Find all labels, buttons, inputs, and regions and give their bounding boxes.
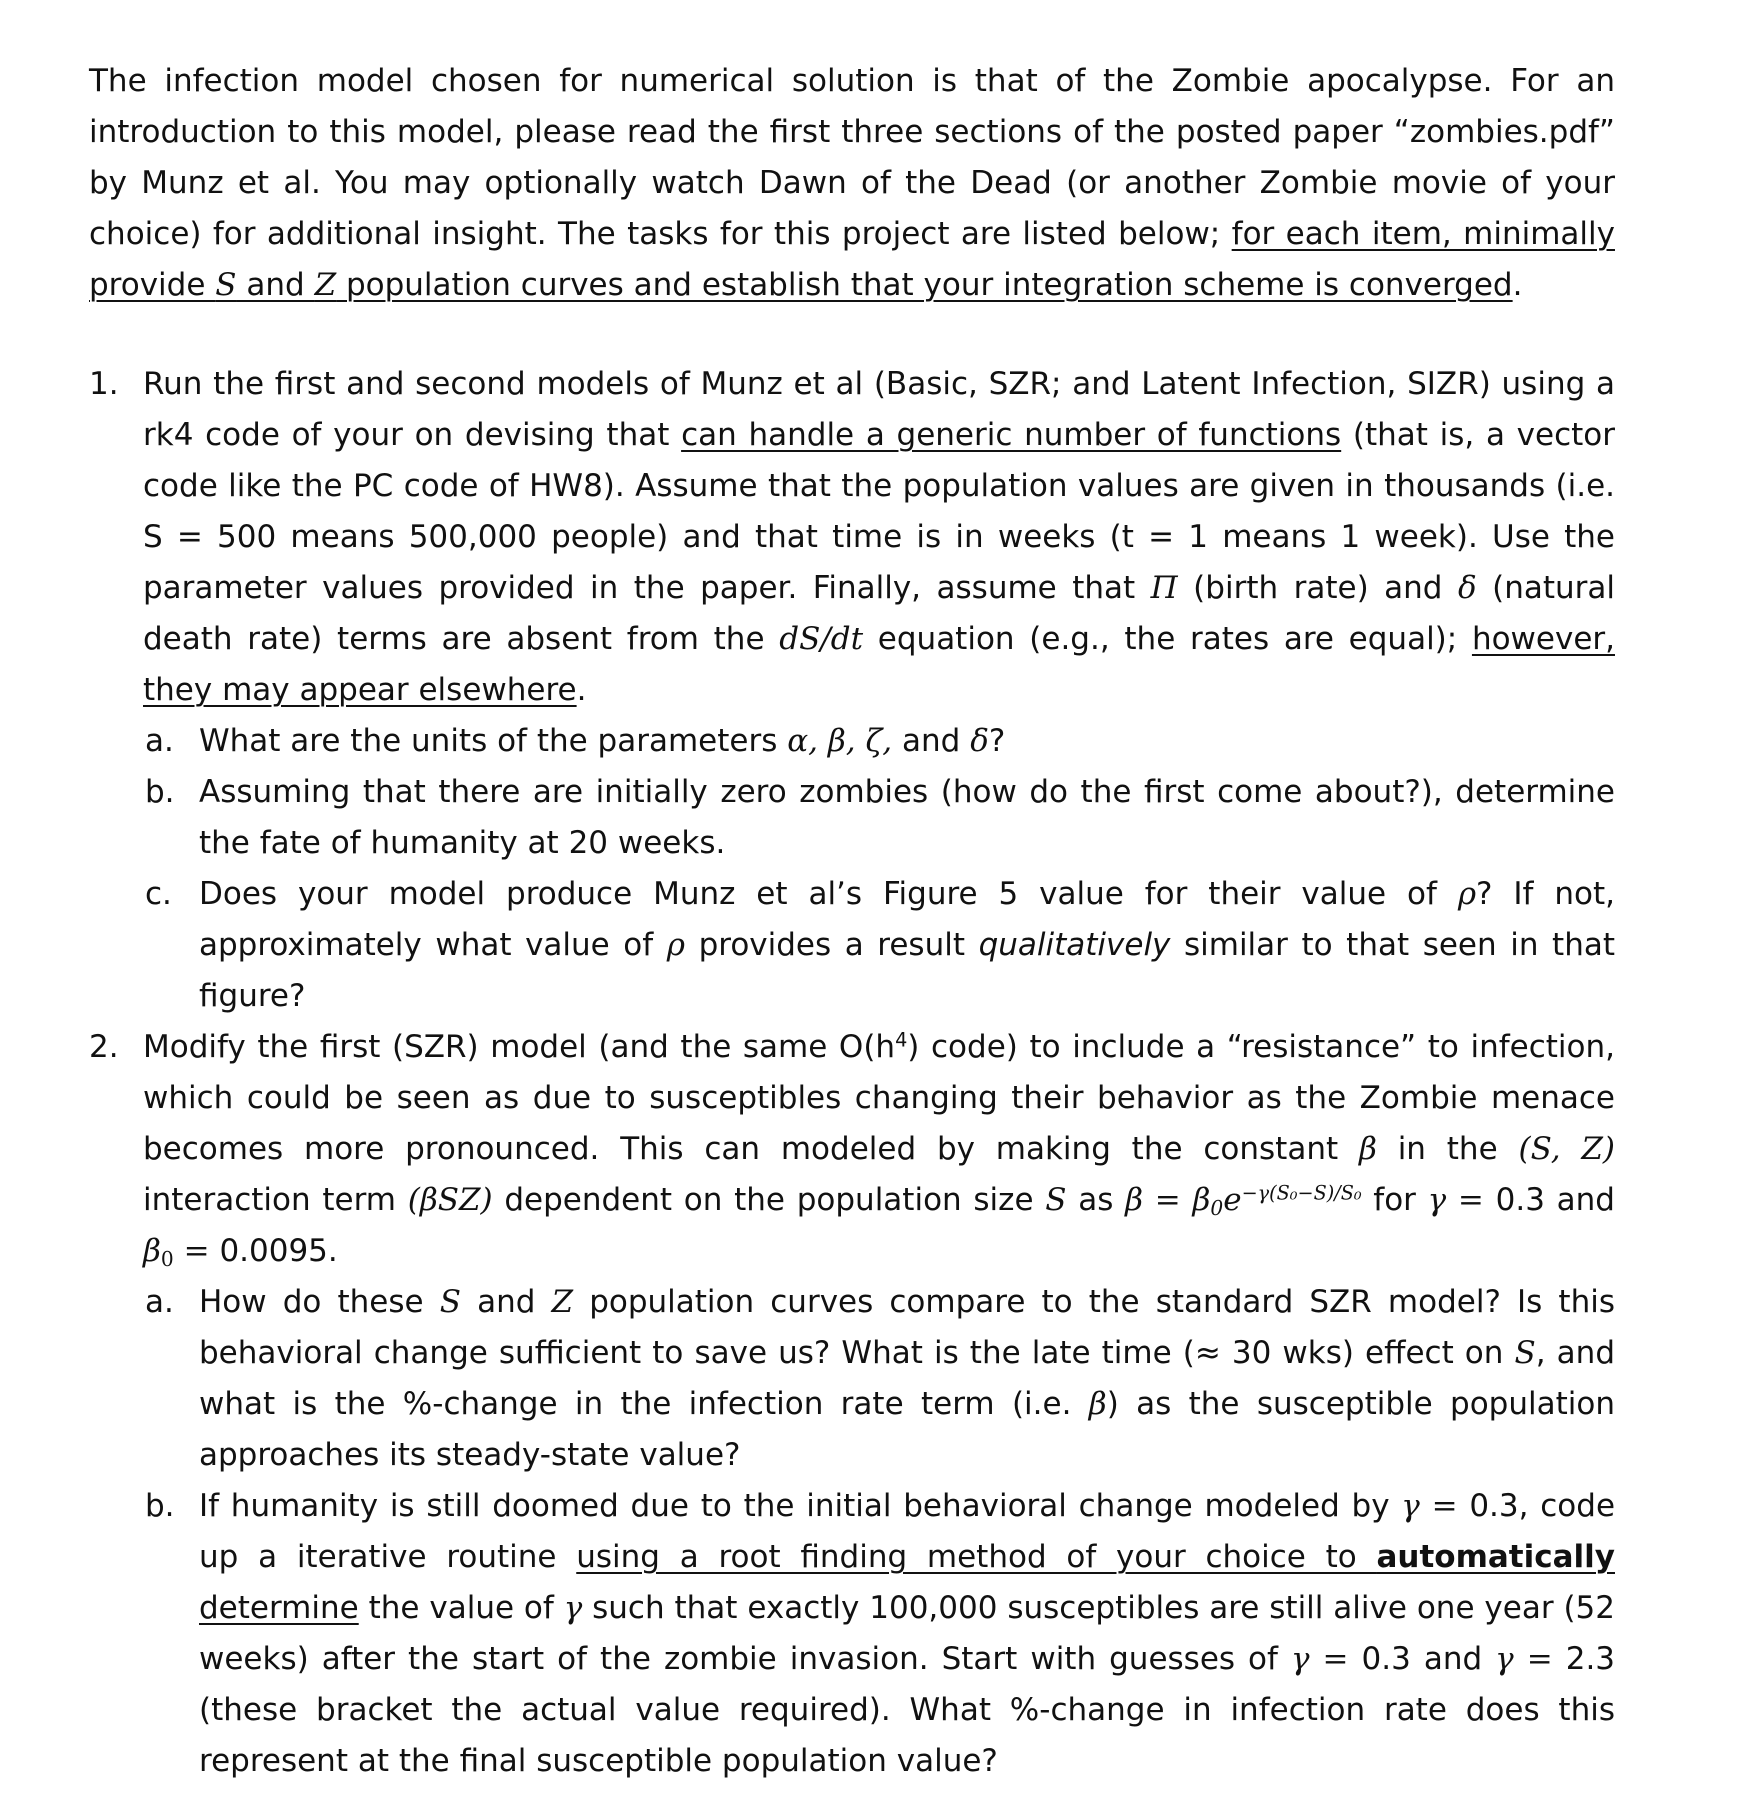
task-list [89,359,1615,1787]
task-item-2 [89,1022,1615,1787]
subtask-1a: a. What are the units of the parameters α, β, ζ, and δ? [89,716,1615,767]
underlined-phrase: can handle a generic number of functions [681,417,1342,453]
subtask-1b: b. Assuming that there are initially zero zombies (how do the first come about?), determine the fate of humanity at 20 weeks. [89,767,1615,869]
document-body [89,56,1615,1787]
intro-paragraph: The infection model chosen for numerical solution is that of the Zombie apocalypse. For an introduction to this model, please read the first three sections of the posted paper “zombies.pdf” by Munz et al. You may optionally watch Dawn of the Dead (or another Zombie movie of your choice) for additional insight. The tasks for this project are listed below; for each item, minimally provide S and Z population curves and establish that your integration scheme is converged. [89,63,1615,303]
subtask-2b: b. If humanity is still doomed due to the initial behavioral change modeled by γ = 0.3, code up a iterative routine using a root finding method of your choice to automatically determine the value of γ such that exactly 100,000 susceptibles are still alive one year (52 weeks) after the start of the zombie invasion. Start with guesses of γ = 0.3 and γ = 2.3 (these bracket the actual value required). What %-change in infection rate does this represent at the final susceptible population value? [89,1481,1615,1787]
subtask-letter: a. [145,723,174,759]
subtask-letter: b. [145,1488,175,1524]
task-number: 1. [89,366,119,402]
subtask-letter: b. [145,774,175,810]
task-text: Modify the first (SZR) model (and the same $O(h^4)$ code) to include a “resistance” to infection, which could be seen as due to susceptibles changing their behavior as the Zombie menace becomes more pronounced. This can modeled by making the constant β in the (S, Z) interaction term (βSZ) dependent on the population size S as $\beta = \beta_0e^{-\gamma(S_0-S)/S_0}$ for γ = 0.3 and $\beta_0 = 0.0095$. [143,1028,1615,1272]
intro-text: The infection model chosen for numerical solution is that of the Zombie apocalypse. [89,63,1493,99]
subtask-2a: a. How do these S and Z population curves compare to the standard SZR model? Is this behavioral change sufficient to save us? What is the late time (≈ 30 wks) effect on S, and what is the %-change in the infection rate term (i.e. β) as the susceptible population approaches its steady-state value? [89,1277,1615,1481]
underlined-requirement: for each item, minimally provide S and Z population curves and establish that your integration scheme is converged [89,216,1615,303]
subtask-list [143,1277,1615,1787]
subtask-letter: a. [145,1284,174,1320]
task-text: Run the first and second models of Munz et al (Basic, SZR; and Latent Infection, SIZR) using a rk4 code of your on devising that can handle a generic number of functions (that is, a vector code like the PC code of HW8). Assume that the population values are given in thousands (i.e. S = 500 means 500,000 people) and that time is in weeks (t = 1 means 1 week). Use the parameter values provided in the paper. Finally, assume that Π (birth rate) and δ (natural death rate) terms are absent from the dS/dt equation (e.g., the rates are equal); however, they may appear elsewhere. [143,366,1616,708]
task-number: 2. [89,1029,119,1065]
underlined-phrase: using a root finding method of your choice to automatically determine [199,1539,1615,1626]
intro-text: For an introduction to this model, please read the first three sections of the posted paper “zombies.pdf” by Munz et al. You may optionally watch Dawn of the Dead (or another Zombie movie of your choice) for additional insight. The tasks for this project are listed below; [89,63,1615,252]
task-item-1 [89,359,1615,1022]
underlined-phrase: however, they may appear elsewhere [143,621,1615,708]
beta-equation: $\beta = \beta_0e^{-\gamma(S_0-S)/S_0}$ [1125,1181,1362,1221]
subtask-1c: c. Does your model produce Munz et al’s Figure 5 value for their value of ρ? If not, approximately what value of ρ provides a result qualitatively similar to that seen in that figure? [89,869,1615,1022]
subtask-list [143,716,1615,1022]
subtask-letter: c. [145,876,172,912]
